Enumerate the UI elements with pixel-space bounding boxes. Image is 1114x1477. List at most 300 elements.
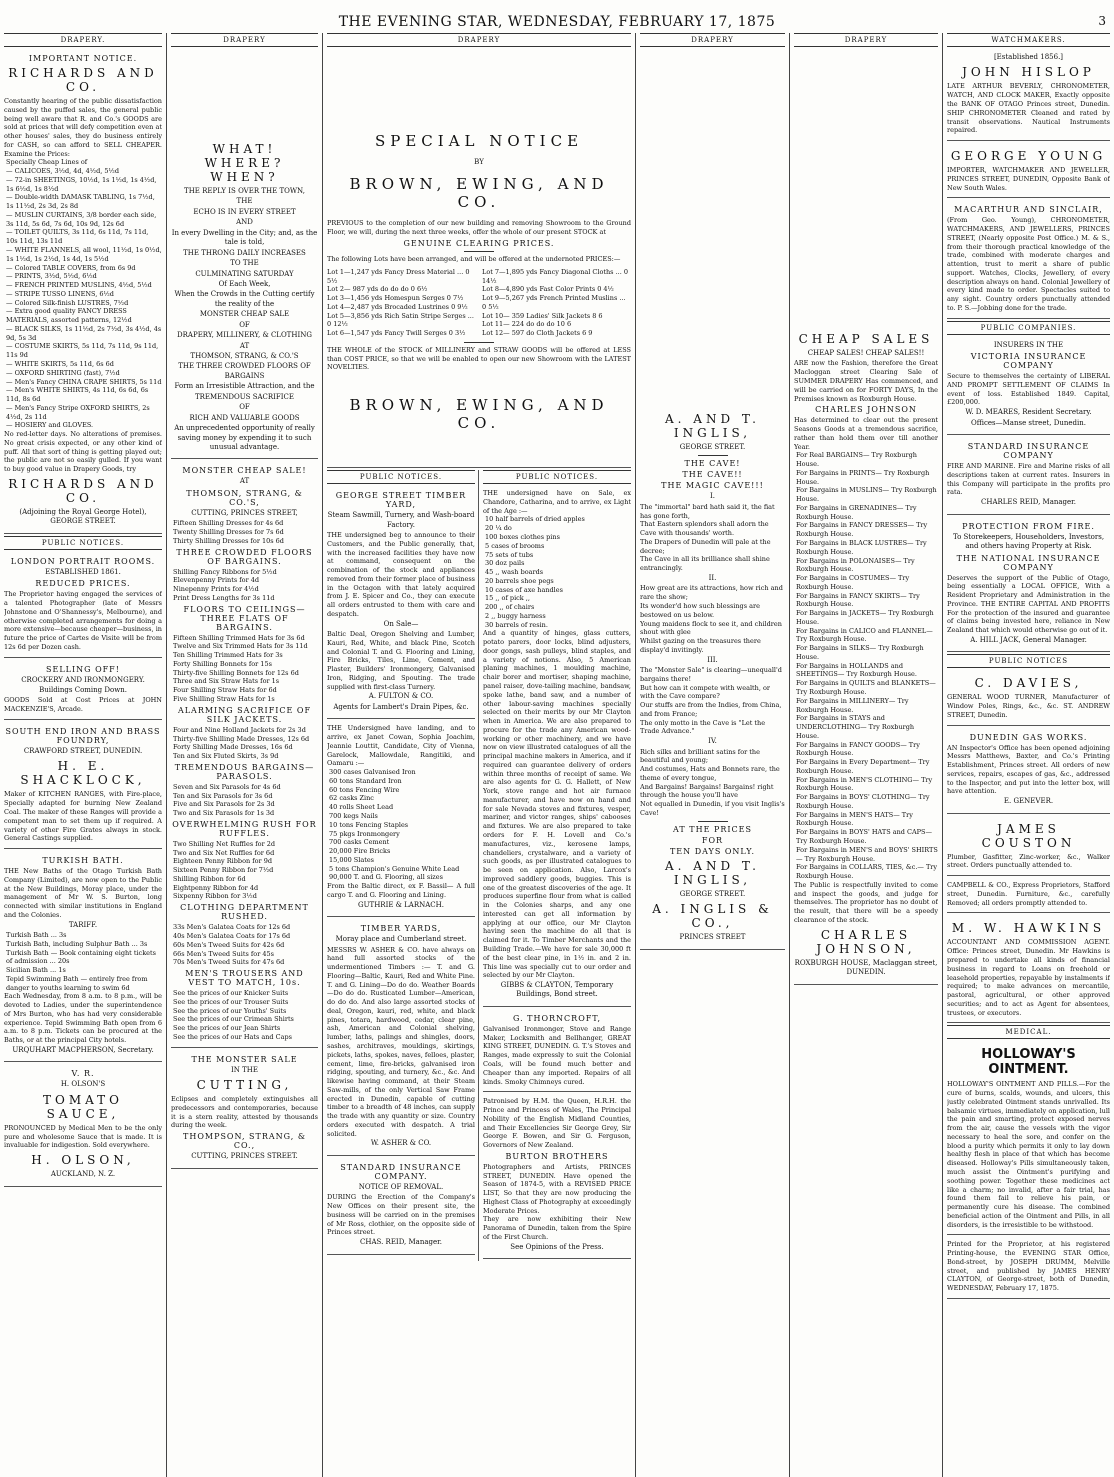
ad-headline: GEORGE YOUNG [950, 149, 1107, 164]
campbell-ad [947, 878, 1110, 913]
list-item: — OXFORD SHIRTING (fast), 7½d [6, 368, 120, 377]
ad-headline: HOLLOWAY'S OINTMENT. [981, 1047, 1076, 1078]
price-list [171, 634, 318, 704]
column-header: WATCHMAKERS. [947, 33, 1110, 47]
stock-list [327, 768, 475, 882]
page-number: 3 [1098, 14, 1106, 28]
ad-signature: BROWN, EWING, AND CO. [349, 396, 609, 433]
ad-line: Buildings Coming Down. [39, 686, 127, 695]
list-item: AT THE PRICES [673, 824, 752, 834]
ad-sub: NOTICE OF REMOVAL. [358, 1182, 444, 1191]
richards-ad [4, 49, 162, 534]
asher-timber-ad [327, 919, 475, 1156]
list-item: — STRIPE TUSSO LINENS, 6½d [6, 289, 114, 298]
ad-footer: And a quantity of hinges, glass cutters, potato parers, door locks, blind adjusters, door gongs, sash pulleys, blind staples, and a variety of notions. Also, 5 American planing machines, 1 moulding machine, chair borer and mortiser, shaping machine, panel raiser, dove-tailing machine, bandsaw, spoke lathe, band saw, and a number of other labour-saving machines specially selected on their merits by our Mr Clayton when in America. We are also prepared to procure for the trade any American wood-working or other machinery, and we have now on view illustrated catalogues of all the principal machine makers in America, and if required can guarantee delivery of orders within three months of receipt of same. We are also agents for G. G. Hallett, of New York, stove range and hot air furnace manufacturer, and have now on hand and for sale Nevada stoves and fixtures, vesper, mariner, and victor ranges, ships' cabooses and fixtures. We are also prepared to take orders for F. H. Lovell and Co.'s manufactures, viz., kerosene lamps, chandeliers, crystalware, and a variety of such goods, as per illustrated catalogues to be seen on application. Also, Larcox's improved saddlery goods, buggies. This is one of the greatest discoveries of the age. It produces superfine flour from what is called in the Colonies sharps, and any one interested can get all information by applying at our office, our Mr Clayton having seen the machine do all that is claimed for it. To Timber Merchants and the Building Trade.—We have for sale 30,000 ft of the best clear pine, in 1½ in. and 2 in. This line was specially cut to our order and selected by our Mr Clayton. [483, 629, 631, 980]
ad-sub: IN THE [231, 1065, 258, 1074]
ad-signature: E. GENEVER. [1003, 797, 1054, 806]
list-item: For Bargains in JACKETS— Try Roxburgh House. [796, 609, 934, 626]
list-item: 30 doz pails [485, 559, 525, 568]
list-item: When the Crowds in the Cutting certify the reality of the [174, 290, 315, 308]
monster-sale-ad [171, 461, 318, 1047]
price-list [171, 989, 318, 1042]
ad-signature: CHARLES JOHNSON, [816, 927, 916, 956]
list-item: Lot 11— 224 do do do 10 6 [482, 320, 572, 329]
list-item: Specially Cheap Lines of [6, 158, 88, 167]
list-item: Four Shilling Straw Hats for 6d [173, 686, 277, 695]
ad-title: MONSTER CHEAP SALE! [182, 466, 307, 476]
ad-headline: G. THORNCROFT, [512, 1013, 602, 1023]
list-item: For Bargains in MEN'S CLOTHING— Try Roxburgh House. [796, 775, 933, 793]
footer-lines [640, 825, 785, 856]
burton-brothers-ad [483, 1094, 631, 1259]
ad-title: IMPORTANT NOTICE. [28, 54, 138, 63]
section-header: PUBLIC NOTICES [947, 654, 1110, 668]
list-item: Print Dress Lengths for 3s 11d [173, 593, 275, 602]
ad-signature: CHARLES REID, Manager. [981, 498, 1076, 507]
ad-headline: TOMATO SAUCE, [43, 1092, 123, 1121]
list-item: 60 tons Standard Iron [329, 776, 402, 785]
list-item: For Bargains in MEN'S HATS— Try Roxburgh House. [796, 810, 913, 828]
list-item: AND [236, 218, 253, 227]
list-item: MONSTER CHEAP SALE [199, 310, 290, 319]
list-item: Lot 1—1,247 yds Fancy Dress Material ... 0 5½ [327, 267, 470, 285]
list-item: 60 tons Fencing Wire [329, 785, 400, 794]
verse [640, 666, 785, 736]
ad-title: GEORGE STREET TIMBER YARD, [335, 491, 467, 510]
list-item: 75 pkgs Ironmongery [329, 829, 400, 838]
list-item: — 72-in SHEETINGS, 10½d, 1s 1½d, 1s 4½d, 1s 6½d, 1s 8½d [6, 175, 157, 193]
ad-body: HOLLOWAY'S OINTMENT AND PILLS.—For the cure of burns, scalds, wounds, and ulcers, this justly celebrated Ointment stands unrivalled. Its balsamic virtues, immediately on application, lull the pain and smarting, protect exposed nerves from the air, cause the vessels with the vigor necessary to heal the sore, and confer on the blood a purity which permits it only to lay down healthy flesh in place of that which has become diseased. Holloway's Pills simultaneously taken, much assist the Ointment's purifying and soothing power. Together these medicines act like a charm; no invalid, after a fair trial, has found them fail to relieve his pain, or permanently cure his disease. The combined beneficial action of the Ointment and Pills, in all disorders, is the irresistible to be withstood. [947, 1080, 1110, 1229]
verse-number: II. [708, 574, 717, 582]
lots-intro: The following Lots have been arranged, and will be offered at the undernoted PRICES:— [327, 254, 621, 263]
ad-title: STANDARD INSURANCE COMPANY. [340, 1162, 462, 1181]
ad-headline: CHARLES JOHNSON [815, 405, 917, 415]
ad-signature: THOMPSON, STRANG, & CO., [183, 1132, 306, 1151]
list-item: The "Monster Sale" is clearing—unequall'd bargains there! [640, 666, 782, 683]
list-item: Eightpenny Ribbon for 4d [173, 883, 259, 892]
ad-signature: A. AND T. INGLIS, [665, 858, 760, 887]
list-item: For Bargains in COLLARS, TIES, &c.— Try Roxburgh House. [796, 863, 938, 881]
list-item: — TOILET QUILTS, 3s 11d, 6s 11d, 7s 11d, 10s 11d, 13s 11d [6, 228, 149, 246]
list-item: How great are its attractions, how rich and rare the show; [640, 584, 783, 602]
masthead-title: THE EVENING STAR, WEDNESDAY, FEBRUARY 17, 1875 [338, 14, 776, 30]
ad-title: SELLING OFF! [46, 664, 120, 674]
ad-address: CUTTING, PRINCES STREET. [191, 1152, 298, 1161]
ad-body: LATE ARTHUR BEVERLY, CHRONOMETER, WATCH, AND CLOCK MAKER, Exactly opposite the BANK OF OTAGO Princes street, Dunedin. SHIP CHRONOMETER Cleaned and rated by transit observations. Nautical Instruments repaired. [947, 82, 1110, 135]
list-item: — WHITE FLANNELS, all wool, 11½d, 1s 0½d, 1s 1½d, 1s 2½d, 1s 4d, 1s 5½d [6, 246, 162, 263]
list-item: See the prices of our Knicker Suits [173, 989, 289, 998]
section-title: CLOTHING DEPARTMENT RUSHED. [180, 903, 309, 922]
ad-lines [171, 187, 318, 452]
list-item: Whilst gazing on the treasures there display'd invitingly. [640, 637, 761, 654]
list-item: Of Each Week, [218, 279, 271, 288]
list-item: 62 casks Zinc [329, 794, 374, 803]
list-item: THE CAVE! [684, 459, 741, 469]
list-item: FOR [701, 835, 724, 845]
price-list [4, 158, 162, 430]
column-header: DRAPERY [171, 33, 318, 47]
ad-headline: A. AND T. INGLIS, [665, 412, 760, 440]
brown-ewing-ad [327, 49, 631, 468]
list-item: DRAPERY, MILLINERY, & CLOTHING [177, 331, 312, 340]
section-title: THREE CROWDED FLOORS OF BARGAINS. [176, 547, 313, 566]
tariff-title: TARIFF. [68, 920, 98, 929]
list-item: The Cave in all its brilliance shall shine entrancingly. [640, 555, 770, 573]
column-5 [790, 33, 942, 1477]
national-insurance-ad [947, 517, 1110, 653]
list-item: OF [239, 320, 250, 329]
foundry-ad [4, 722, 162, 849]
section-header: PUBLIC NOTICES. [4, 536, 162, 550]
ad-body: THE undersigned have on Sale, ex Chandore, Catharina, and to arrive, ex Light of the Age :— [483, 489, 631, 515]
list-item: Sixteen Penny Ribbon for 7½d [173, 866, 274, 875]
ad-sub: H. OLSON'S [60, 1080, 106, 1089]
ad-address: Offices—Manse street, Dunedin. [971, 418, 1086, 427]
price-list [171, 519, 318, 545]
list-item: Ten and Six Parasols for 3s 6d [173, 791, 273, 800]
list-item: — BLACK SILKS, 1s 11½d, 2s 7½d, 3s 4½d, 4s 9d, 5s 3d [6, 324, 162, 342]
ad-signature: A. HILL JACK, General Manager. [970, 635, 1087, 644]
standard-insurance-ad [947, 437, 1110, 515]
list-item: CULMINATING SATURDAY [195, 269, 294, 278]
portrait-rooms-ad [4, 552, 162, 658]
monster-sale-cutting-ad [171, 1050, 318, 1169]
ad-title: LONDON PORTRAIT ROOMS. [10, 556, 156, 566]
list-item: Sixpenny Ribbon for 3½d [173, 892, 257, 901]
ad-body: PRONOUNCED by Medical Men to be the only pure and wholesome Sauce that is made. It is invaluable for indigestion. Sold everywhere. [4, 1123, 162, 1150]
price-list [171, 568, 318, 603]
ad-title: PROTECTION FROM FIRE. [962, 521, 1095, 531]
ad-body: (From Geo. Young), CHRONOMETER, WATCHMAKERS, AND JEWELLERS, PRINCES STREET, (Nearly opposite Post Office.) M. & S., from their thorough practical knowledge of the trade, combined with moderate charges and attention, trust to merit a share of public support. Watches, Clocks, Jewellery, of every description always on hand. Colonial Jewellery of every kind made to order. Spectacles suited to any sight. Country orders punctually attended to. P. S.—Jobbing done for the trade. [947, 216, 1110, 312]
ad-sub: CRAWFORD STREET, DUNEDIN. [23, 747, 143, 755]
tariff-list [4, 931, 162, 992]
list-item: For Real BARGAINS— Try Roxburgh House. [796, 451, 917, 469]
list-item: THE THRONG DAILY INCREASES [183, 248, 306, 257]
list-item: Not equalled in Dunedin, if you visit Inglis's Cave! [640, 800, 785, 817]
holloway-ad [947, 1041, 1110, 1235]
victoria-insurance-ad [947, 337, 1110, 435]
ad-title: DUNEDIN GAS WORKS. [969, 732, 1088, 742]
section-header: MEDICAL. [947, 1025, 1110, 1039]
ad-body: THE Undersigned have landing, and to arrive, ex Janet Cowan, Sophia Joachim, Jeannie Louttit, Candidate, City of Vienna, Garelock, Mallowdale, Rangitiki, and Oamaru :— [327, 724, 475, 768]
ad-body: Plumber, Gasfitter, Zinc-worker, &c., Walker street. Orders punctually attended to. [947, 852, 1110, 870]
gibbs-clayton-ad [483, 486, 631, 1007]
list-item: — Colored TABLE COVERS, from 6s 9d [6, 263, 136, 272]
list-item: Lot 9—5,267 yds French Printed Muslins ... 0 5½ [482, 294, 626, 311]
ad-body: Maker of KITCHEN RANGES, with Fire-place, Specially adapted for burning New Zealand Coal. The maker of these Ranges will provide a competent man to set them up if required. A variety of other Fire Grates always in stock. General Castings supplied. [4, 790, 162, 843]
list-item: The "immortal" bard hath said it, the fiat has gone forth, [640, 502, 775, 520]
list-item: Form an Irresistible Attraction, and the [174, 382, 315, 391]
list-item: See the prices of our Hats and Caps [173, 1032, 293, 1041]
list-item: THE MAGIC CAVE!!! [661, 481, 764, 491]
list-item: For Bargains in BLACK LUSTRES— Try Roxburgh House. [796, 538, 927, 556]
list-item: 10 tons Fencing Staples [329, 820, 409, 829]
column-4 [636, 33, 789, 1477]
list-item: Lot 4—2,487 yds Brocaded Lustrines 0 9½ [327, 302, 468, 311]
divider [464, 251, 494, 252]
list-item: THE CAVE!! [682, 470, 743, 480]
list-item: 30 barrels of resin. [485, 620, 548, 629]
ad-body: The Proprietor having engaged the services of a talented Photographer (late of Messrs Johnstone and O'Shannessy's, Melbourne), and otherwise completed arrangements for doing a more extensive—because cheaper—business, in future the price of Cartes de Visite will be from 12s 6d per Dozen cash. [4, 590, 162, 651]
list-item: For Bargains in MILLINERY— Try Roxburgh House. [796, 696, 909, 714]
ad-body: Patronised by H.M. the Queen, H.R.H. the Prince and Princess of Wales, The Principal Nobility of the English Midland Counties, and Their Excellencies Sir George Grey, Sir George F. Bowen, and Sir G. Ferguson, Governors of New Zealand. [483, 1097, 631, 1150]
ad-sub: CROCKERY AND IRONMONGERY. [21, 675, 145, 684]
list-item: See the prices of our Crimean Shirts [173, 1015, 294, 1024]
list-item: And costumes, Hats and Bonnets rare, the theme of every tongue, [640, 765, 780, 782]
hawkins-ad [947, 915, 1110, 1023]
list-item: Lot 7—1,895 yds Fancy Diagonal Cloths ... 0 14½ [482, 267, 628, 285]
ad-signature: W. D. MEARES, Resident Secretary. [965, 408, 1092, 417]
list-item: Turkish Bath, including Sulphur Bath ... 3s [6, 939, 148, 948]
list-item: The Drapers of Dunedin will pale at the decree; [640, 537, 771, 555]
ad-sub: CHEAP SALES! CHEAP SALES!! [807, 349, 925, 357]
couston-ad [947, 816, 1110, 877]
column-2 [167, 33, 322, 1477]
standard-removal-ad [327, 1158, 475, 1255]
divider [698, 455, 728, 456]
public-notices [327, 470, 631, 1261]
verse [640, 584, 785, 654]
list-item: TO THE [230, 259, 259, 268]
list-item: For Bargains in MUSLINS— Try Roxburgh House. [796, 486, 937, 504]
ad-body: MESSRS W. ASHER & CO. have always on hand full assorted stocks of the undermentioned Timbers :— T. and G. Flooring—Baltic, Kauri, Red and White Pine. T. and G. Lining—Do do do. Weather Boards—Do do do. Rusticated Lumber—American, do do do. And also large assorted stocks of deal, Oregon, kauri, red, white, and black pines, totara, hardwood, cedar, clear pine, ash, American and Colonial shelving, lumber, laths, palings and shingles, doors, sashes, architraves, mouldings, skirtings, pickets, laths, spokes, naves, felloes, plaster, cement, lime, fire-bricks, galvanised iron ridging, spouting, and turnery, &c., &c. And likewise having command, at their Steam Saw-mills, of the only Vertical Saw Frame erected in Dunedin, capable of cutting timber to a breadth of 48 inches, can supply the trade with any quantity or size. Country orders executed with despatch. A trial solicited. [327, 945, 475, 1138]
lots-left [327, 268, 476, 338]
ad-headline: JAMES COUSTON [981, 821, 1076, 850]
cave-lines [640, 459, 785, 490]
list-item: THE REPLY IS OVER THE TOWN, [184, 187, 305, 195]
guthrie-ad [327, 721, 475, 917]
ad-headline: STANDARD INSURANCE COMPANY [967, 442, 1090, 461]
list-item: Fifteen Shilling Dresses for 4s 6d [173, 519, 284, 528]
ad-sub: To Storekeepers, Householders, Investors, and others having Property at Risk. [952, 532, 1105, 551]
macarthur-sinclair-ad [947, 200, 1110, 318]
ad-body: ARE now the Fashion, therefore the Great Macloggan street Clearing Sale of SUMMER DRAPERY Has commenced, and will be carried on for FORTY DAYS, In the Premises known as Roxburgh House. [794, 359, 938, 403]
list-item: — PRINTS, 3½d, 5½d, 6½d [6, 272, 97, 281]
ad-body: Eclipses and completely extinguishes all predecessors and contemporaries, because it is a stern reality, attested by thousands during the week. [171, 1095, 318, 1130]
gas-works-ad [947, 728, 1110, 814]
list-item: OF [239, 403, 250, 412]
list-item: — CALICOES, 3½d, 4d, 4½d, 5½d [6, 167, 120, 176]
list-item: And Bargains! Bargains! Bargains! right through the house you'll have [640, 782, 774, 800]
list-item: See the prices of our Jean Shirts [173, 1024, 281, 1033]
section-title: ALARMING SACRIFICE OF SILK JACKETS. [177, 705, 312, 724]
divider [464, 342, 494, 343]
ad-address: GEORGE STREET. [679, 443, 746, 451]
section-header: PUBLIC NOTICES. [483, 470, 631, 484]
list-item: The only motto in the Cave is "Let the Trade Advance." [640, 718, 766, 736]
ad-address: (Adjoining the Royal George Hotel), GEORGE STREET. [19, 507, 147, 526]
list-item: 60s Men's Tweed Suits for 42s 6d [173, 940, 285, 949]
ad-footer: No red-letter days. No alterations of premises. No great crisis expected, or any other kind of puff. All that sort of thing is getting played out; the public are not so easily gulled. If you want to buy good value in Drapery Goods, try [4, 430, 162, 474]
list-item: Twenty Shilling Dresses for 7s 6d [173, 528, 284, 537]
ad-footer: From the Baltic direct, ex F. Bassil— A full cargo T. and G. Flooring and Lining. [327, 882, 475, 899]
ad-body: AN Inspector's Office has been opened adjoining Messrs Matthews, Baxter, and Co.'s Printing Establishment, Princes street. All orders of new services, repairs, escapes of gas, &c., addressed to the Inspector, and put into the letter box, will have attention. [947, 743, 1110, 796]
price-list [171, 726, 318, 761]
list-item: 10 cases of axe handles [485, 585, 563, 594]
imprint-text: Printed for the Proprietor, at his registered Printing-house, the EVENING STAR Office, Bond-street, by JOSEPH DRUMM, Melville street, and published by JAMES HENRY CLAYTON, of George-street, both of Dunedin, WEDNESDAY, February 17, 1875. [947, 1240, 1110, 1293]
list-item: — MUSLIN CURTAINS, 3/8 border each side, 3s 11d, 5s 6d, 7s 6d, 10s 9d, 12s 6d [6, 210, 157, 228]
price-list [171, 840, 318, 901]
list-item: Lot 12— 597 do Cloth Jackets 6 9 [482, 329, 593, 338]
ad-signature: A. FULTON & CO. [368, 692, 434, 701]
list-item: 700 kegs Nails [329, 812, 378, 821]
list-item: 75 sets of tubs [485, 550, 534, 559]
cave-poem [640, 492, 785, 817]
ad-headline: JOHN HISLOP [962, 65, 1095, 80]
column-header: DRAPERY [640, 33, 785, 47]
ad-body: CAMPBELL & CO., Express Proprietors, Stafford street, Dunedin. Furniture, &c., carefully Removed; all orders promptly attended to. [947, 881, 1110, 907]
list-item: For Bargains in CALICO and FLANNEL— Try Roxburgh House. [796, 626, 933, 644]
list-item: Two Shilling Net Ruffles for 2d [173, 839, 276, 848]
list-item: Fifteen Shilling Trimmed Hats for 3s 6d [173, 633, 305, 642]
ad-address: GEORGE STREET. [679, 889, 746, 898]
verse [640, 503, 785, 573]
list-item: Eighteen Penny Ribbon for 9d [173, 857, 273, 866]
ad-headline: M. W. HAWKINS [951, 921, 1106, 936]
list-item: THOMSON, STRANG, & CO.'S [190, 352, 299, 360]
list-item: 100 boxes clothes pins [485, 532, 560, 541]
column-header: DRAPERY [327, 33, 631, 47]
hislop-ad [947, 49, 1110, 141]
ad-body: Secure to themselves the certainty of LIBERAL AND PROMPT SETTLEMENT OF CLAIMS In event of loss. Established 1849. Capital, £200,000. [947, 372, 1110, 407]
list-item: Tepid Swimming Bath — entirely free from danger to youths learning to swim 6d [6, 974, 148, 992]
selling-off-ad [4, 660, 162, 720]
ad-body: ACCOUNTANT AND COMMISSION AGENT. Office: Princes street, Dunedin. Mr Hawkins is prepared to undertake all kinds of financial business in regard to Loans on freehold or leasehold properties, repayable by instalments if required; to make advances on mercantile, pastoral, agricultural, or other approved securities; and to act as Agent for absentees, trustees, or executors. [947, 938, 1110, 1017]
list-item: Ten and Six Fluted Skirts, 3s 9d [173, 752, 279, 761]
stock-list [483, 515, 631, 629]
ad-title: TURKISH BATH. [42, 856, 124, 866]
ad-agents: Agents for Lambert's Drain Pipes, &c. [333, 702, 469, 711]
list-item: Lot 5—3,856 yds Rich Satin Stripe Serges ... 0 12½ [327, 311, 474, 329]
list-item: That Eastern splendors shall adorn the Cave with thousands' worth. [640, 520, 769, 538]
list-item: — Men's Fancy Stripe OXFORD SHIRTS, 2s 4½d, 2s 11d [6, 403, 150, 421]
list-item: For Bargains in FANCY SKIRTS— Try Roxburgh House. [796, 591, 920, 609]
ad-sub: Photographers and Artists, PRINCES STREET, DUNEDIN. Have opened the Season of 1874-5, with a REVISED PRICE LIST, So that they are now producing the Highest Class of Photography at exceedingly Moderate Prices. [483, 1162, 631, 1215]
ad-headline: MACARTHUR AND SINCLAIR, [954, 205, 1103, 215]
timber-yard-ad [327, 486, 475, 719]
ad-footer: The Public is respectfully invited to come and inspect the goods, and judge for themselves. The proprietor has no doubt of the result, that there will be a speedy clearance of the stock. [794, 880, 938, 924]
verse-number: I. [710, 492, 715, 501]
ad-headline: THE NATIONAL INSURANCE COMPANY [956, 553, 1101, 572]
ad-title: CHEAP SALES [798, 332, 934, 346]
list-item: Two and Six Parasols for 1s 3d [173, 809, 275, 818]
list-item: Lot 10— 359 Ladies' Silk Jackets 8 6 [482, 311, 603, 320]
list-item: Elevenpenny Prints for 4d [173, 576, 260, 585]
ad-body: DURING the Erection of the Company's New Offices on their present site, the business will be carried on in the premises of Mr Ross, clothier, on the opposite side of Princes street. [327, 1193, 475, 1237]
ad-headline: WHAT! WHERE? WHEN? [204, 142, 285, 184]
list-item: 200 ,, of chairs [485, 603, 535, 612]
notices-right [483, 470, 631, 1261]
list-item: 90,000 T. and G. Flooring, all sizes [329, 873, 443, 882]
list-item: In every Dwelling in the City; and, as the tale is told, [171, 228, 318, 247]
list-item: 15 ,, of pick ,, [485, 594, 530, 603]
list-item: AT [239, 341, 250, 350]
ad-body: THE undersigned beg to announce to their Customers, and the Public generally, that, with the increased facilities they have now at command, consequent on the combination of the stock and appliances removed from their former place of business in the Octagon with that lately acquired from J. E. Spicer and Co., they can execute all orders entrusted to them with care and despatch. [327, 531, 475, 618]
list-item: 66s Men's Tweed Suits for 45s [173, 949, 274, 958]
list-item: For Bargains in STAYS and UNDERCLOTHING— Try Roxburgh House. [796, 714, 915, 740]
list-item: For Bargains in FANCY DRESSES— Try Roxburgh House. [796, 521, 928, 539]
ad-footer: They are now exhibiting their New Panorama of Dunedin, taken from the Spire of the First Church. [483, 1215, 631, 1241]
roxburgh-house-ad [794, 49, 938, 985]
ad-sub: GENUINE CLEARING PRICES. [403, 238, 555, 248]
column-6 [943, 33, 1114, 1477]
ad-signature: GIBBS & CLAYTON, Temporary Buildings, Bond street. [500, 981, 614, 999]
ad-sub: AT [239, 477, 250, 486]
ad-sub: Steam Sawmill, Turnery, and Wash-board Factory. [327, 511, 475, 529]
lots-right [482, 268, 631, 338]
list-item: — Men's WHITE SHIRTS, 4s 11d, 6s 6d, 6s 11d, 8s 6d [6, 386, 149, 404]
list-item: Five and Six Parasols for 2s 3d [173, 800, 275, 809]
price-list [171, 923, 318, 967]
ad-signature: W. ASHER & CO. [370, 1139, 432, 1148]
list-item: 45 ,, wash boards [485, 568, 544, 577]
price-list [171, 783, 318, 818]
list-item: Shilling Ribbon for 6d [173, 874, 246, 883]
section-title: FLOORS TO CEILINGS— THREE FLATS OF BARGAINS. [183, 604, 306, 632]
list-item: TREMENDOUS SACRIFICE [194, 392, 295, 401]
list-item: Two and Six Net Ruffles for 6d [173, 848, 275, 857]
divider [698, 821, 728, 822]
ad-body: THE New Baths of the Otago Turkish Bath Company (Limited), are now open to the Public at the New Buildings, Moray place, under the management of Mr W. S. Burton, long connected with similar institutions in England and the Colonies. [4, 867, 162, 919]
list-item: 700 casks Cement [329, 838, 390, 847]
ad-signature: H. OLSON, [31, 1153, 135, 1168]
what-where-ad [171, 49, 318, 459]
list-item: For Bargains in SILKS— Try Roxburgh House. [796, 644, 924, 661]
list-item: — Colored Silk-finish LUSTRES, 7½d [6, 298, 129, 307]
list-item: Thirty Shilling Dresses for 10s 6d [173, 536, 284, 545]
list-item: — FRENCH PRINTED MUSLINS, 4½d, 5½d [6, 281, 152, 290]
list-item: For Bargains in BOYS' HATS and CAPS— Try Roxburgh House. [796, 828, 933, 846]
list-item: Turkish Bath ... 3s [6, 931, 67, 940]
list-item: For Bargains in GRENADINES— Try Roxburgh House. [796, 503, 917, 521]
ad-sub: [Established 1856.] [993, 53, 1064, 61]
ad-headline: RICHARDS AND CO. [8, 66, 158, 94]
ad-body: FIRE AND MARINE. Fire and Marine risks of all descriptions taken at current rates. Insurers in this Company will participate in the profits pro rata. [947, 462, 1110, 497]
list-item: Young maidens flock to see it, and children shout with glee [640, 619, 782, 637]
list-item: For Bargains in POLONAISES— Try Roxburgh House. [796, 556, 915, 574]
lots-table [327, 268, 631, 338]
ad-title: SOUTH END IRON AND BRASS FOUNDRY, [5, 727, 161, 745]
list-item: Shilling Fancy Ribbons for 5½d [173, 567, 277, 576]
list-item: 5 cases of brooms [485, 541, 545, 550]
list-item: 15,000 Slates [329, 855, 375, 864]
list-item: Rich silks and brilliant satins for the beautiful and young; [640, 747, 760, 765]
ad-footer: THE WHOLE of the STOCK of MILLINERY and STRAW GOODS will be offered at LESS than COST PRICE, so that we will be enabled to open our new Showroom with the LATEST NOVELTIES. [327, 345, 631, 372]
inglis-cave-ad [640, 49, 785, 950]
list-item: For Bargains in HOLLANDS and SHEETINGS— Try Roxburgh House. [796, 661, 917, 679]
list-item: Ten Shilling Trimmed Hats for 3s [173, 651, 283, 660]
column-1 [0, 33, 166, 1477]
list-item: 20,000 Fire Bricks [329, 847, 391, 856]
list-item: 20 barrels shoe pegs [485, 576, 554, 585]
ad-body: IMPORTER, WATCHMAKER AND JEWELLER, PRINCES STREET, DUNEDIN, Opposite Bank of New South Wales. [947, 166, 1110, 192]
list-item: For Bargains in COSTUMES— Try Roxburgh House. [796, 574, 910, 591]
list-item: For Bargains in MEN'S and BOYS' SHIRTS— Try Roxburgh House. [796, 845, 938, 863]
column-header: DRAPERY [794, 33, 938, 47]
list-item: 40 rolls Sheet Lead [329, 803, 394, 812]
ad-headline: THOMSON, STRANG, & CO.'S, [186, 488, 303, 507]
ad-body: GENERAL WOOD TURNER, Manufacturer of Window Poles, Rings, &c., &c. ST. ANDREW STREET, Dunedin. [947, 693, 1110, 719]
list-item: Seven and Six Parasols for 4s 6d [173, 782, 281, 791]
list-item: See the prices of our Youths' Suits [173, 1006, 287, 1015]
ad-address: AUCKLAND, N. Z. [50, 1170, 116, 1179]
section-header: PUBLIC NOTICES. [327, 470, 475, 484]
list-item: Four and Nine Holland Jackets for 2s 3d [173, 725, 306, 734]
ad-address: ROXBURGH HOUSE, Maclaggan street, DUNEDIN. [794, 958, 938, 977]
list-item: Twelve and Six Trimmed Hats for 3s 11d [173, 642, 308, 651]
list-item: Lot 6—1,547 yds Fancy Twill Serges 0 3½ [327, 329, 466, 338]
list-item: THE [236, 197, 253, 206]
